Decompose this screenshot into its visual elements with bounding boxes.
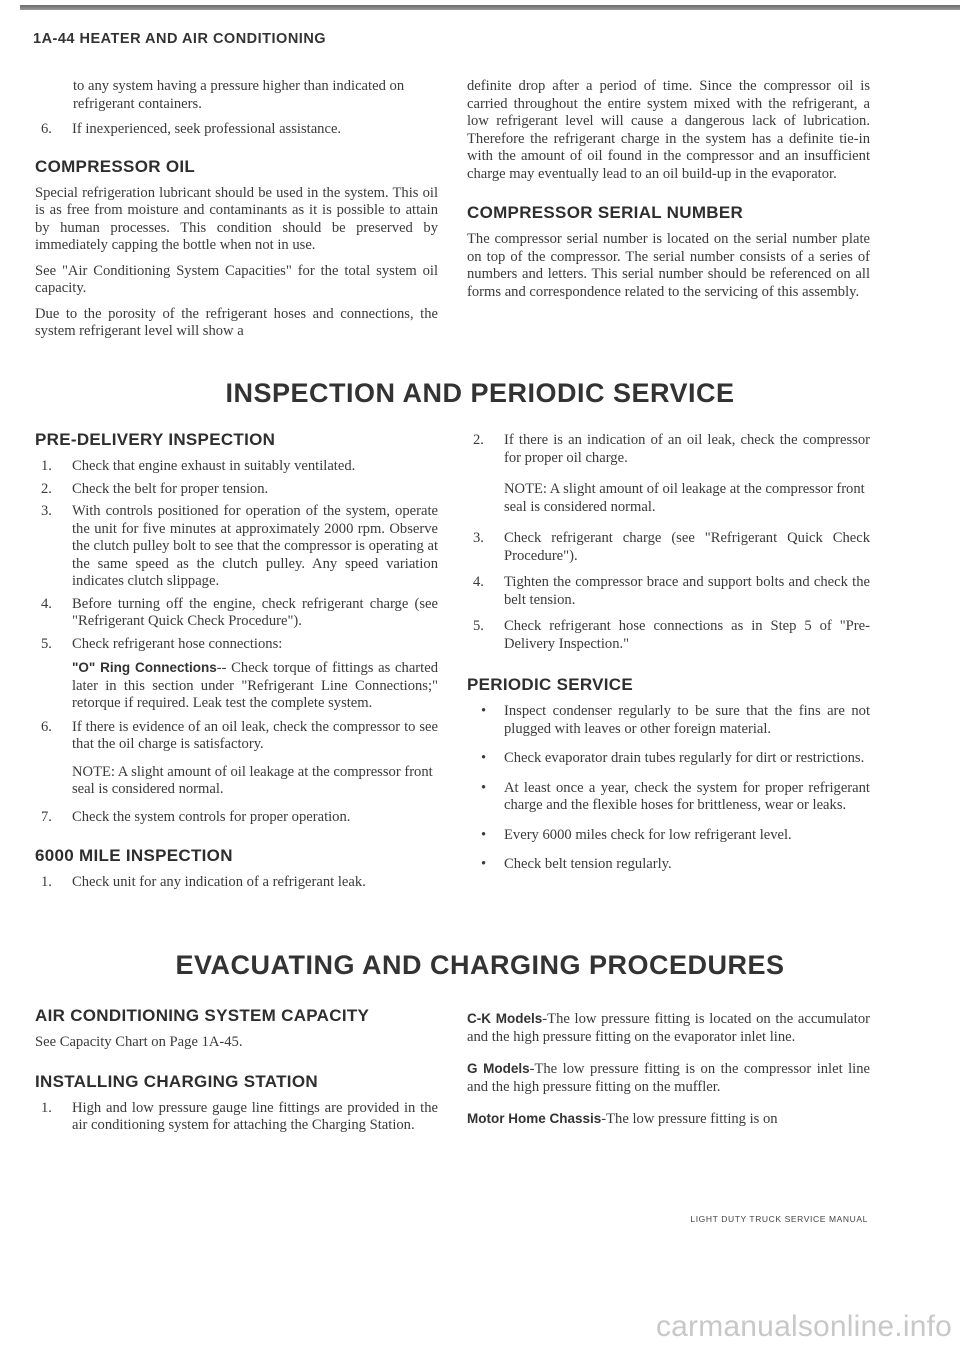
list-item: 1. Check unit for any indication of a refrigerant leak. xyxy=(41,874,366,890)
o-ring-text: -- Check torque of fittings as charted later in this section under "Refrigerant Line Connections;" retorque if required. Leak test the complete system. xyxy=(72,660,438,711)
model-paragraph: G Models-The low pressure fitting is on the compressor inlet line and the high pressure fitting on the muffler. xyxy=(467,1061,871,1095)
note: NOTE: A slight amount of oil leakage at the compressor front seal is considered normal. xyxy=(504,481,865,515)
paragraph: Special refrigeration lubricant should be used in the system. This oil is as free from moisture and contaminants as it is possible to attain by human processes. This condition should be preserved by immediately capping the bottle when not in use. xyxy=(35,184,438,253)
list-item: • Check evaporator drain tubes regularly for dirt or restrictions. xyxy=(481,750,865,766)
paragraph: Due to the porosity of the refrigerant hoses and connections, the system refrigerant level will show a xyxy=(35,305,438,339)
top-right-column xyxy=(467,78,870,301)
watermark: carmanualsonline.info xyxy=(655,1310,952,1343)
item-number: 6. xyxy=(41,121,52,137)
list-item: 4. Tighten the compressor brace and support bolts and check the belt tension. xyxy=(473,574,870,608)
section-heading: COMPRESSOR SERIAL NUMBER xyxy=(467,203,744,222)
section-title: INSPECTION AND PERIODIC SERVICE xyxy=(225,378,735,408)
list-item: 6. If there is evidence of an oil leak, check the compressor to see that the oil charge is satisfactory. xyxy=(41,718,438,752)
bottom-right-column xyxy=(467,1010,870,1129)
o-ring-lead: "O" Ring Connections xyxy=(72,660,217,675)
note: NOTE: A slight amount of oil leakage at the compressor front seal is considered normal. xyxy=(72,763,433,797)
section-heading: INSTALLING CHARGING STATION xyxy=(35,1071,318,1091)
list-item: 5. Check refrigerant hose connections as in Step 5 of "Pre-Delivery Inspection." xyxy=(473,618,870,652)
list-item: 1. High and low pressure gauge line fittings are provided in the air conditioning system for attaching the Charging Station. xyxy=(41,1099,438,1133)
paragraph: definite drop after a period of time. Since the compressor oil is carried throughout the entire system mixed with the refrigerant, a low refrigerant level will cause a dangerous lack of lubrication. Therefore the refrigerant charge in the system has a definite tie-in with the amount of oil found in the compressor and an insufficient charge may eventually lead to an oil build-up in the evaporator. xyxy=(467,78,870,182)
list-item: 3. Check refrigerant charge (see "Refrigerant Quick Check Procedure"). xyxy=(473,530,870,564)
middle-left-column xyxy=(35,430,438,897)
list-item: 2. Check the belt for proper tension. xyxy=(41,480,269,497)
periodic-list xyxy=(467,703,870,874)
section-heading: AIR CONDITIONING SYSTEM CAPACITY xyxy=(35,1006,370,1025)
top-rule xyxy=(20,5,960,10)
list-item: • Inspect condenser regularly to be sure that the fins are not plugged with leaves or other foreign material. xyxy=(481,703,870,737)
middle-right-column xyxy=(467,432,870,886)
section-heading: COMPRESSOR OIL xyxy=(35,156,196,176)
model-paragraph: C-K Models-The low pressure fitting is located on the accumulator and the high pressure fitting on the evaporator inlet line. xyxy=(467,1011,870,1045)
paragraph: The compressor serial number is located on the serial number plate on top of the compressor. The serial number consists of a series of numbers and letters. This serial number should be referenced on all forms and correspondence related to the servicing of this assembly. xyxy=(467,231,870,300)
model-paragraph: Motor Home Chassis-The low pressure fitting is on xyxy=(467,1111,778,1127)
paragraph: to any system having a pressure higher than indicated on refrigerant containers. xyxy=(73,78,405,112)
section-heading: PRE-DELIVERY INSPECTION xyxy=(35,430,276,449)
list-item: 3. With controls positioned for operation of the system, operate the unit for five minutes at approximately 2000 rpm. Observe the clutch pulley bolt to see that the compressor is operating at the same speed as the clutch pulley. Any speed variation indicates clutch slippage. xyxy=(41,503,438,589)
running-head: 1A-44 HEATER AND AIR CONDITIONING xyxy=(33,31,327,47)
section-heading: PERIODIC SERVICE xyxy=(467,675,634,694)
list-item: 5. Check refrigerant hose connections: xyxy=(41,635,283,652)
paragraph: See Capacity Chart on Page 1A-45. xyxy=(35,1034,243,1050)
list-item: 4. Before turning off the engine, check refrigerant charge (see "Refrigerant Quick Check Procedure"). xyxy=(41,595,438,629)
item-text: If inexperienced, seek professional assistance. xyxy=(72,121,342,137)
paragraph: See "Air Conditioning System Capacities" for the total system oil capacity. xyxy=(35,262,438,296)
section-heading: 6000 MILE INSPECTION xyxy=(35,846,233,865)
list-item xyxy=(35,121,438,139)
list-item: 7. Check the system controls for proper operation. xyxy=(41,808,351,825)
list-item: 2. If there is an indication of an oil leak, check the compressor for proper oil charge. xyxy=(473,432,870,466)
list-item: • Check belt tension regularly. xyxy=(481,856,672,872)
list-item: 1. Check that engine exhaust in suitably ventilated. xyxy=(41,458,356,474)
list-item: • At least once a year, check the system for proper refrigerant charge and the flexible hoses for brittleness, wear or leaks. xyxy=(481,779,870,813)
top-left-column xyxy=(35,78,438,341)
bottom-left-column xyxy=(35,1006,438,1140)
pre-delivery-list xyxy=(35,458,438,653)
o-ring-paragraph xyxy=(72,659,438,713)
page-footer: LIGHT DUTY TRUCK SERVICE MANUAL xyxy=(690,1214,868,1224)
list-item: • Every 6000 miles check for low refrigerant level. xyxy=(481,826,792,843)
section-title: EVACUATING AND CHARGING PROCEDURES xyxy=(175,950,785,980)
